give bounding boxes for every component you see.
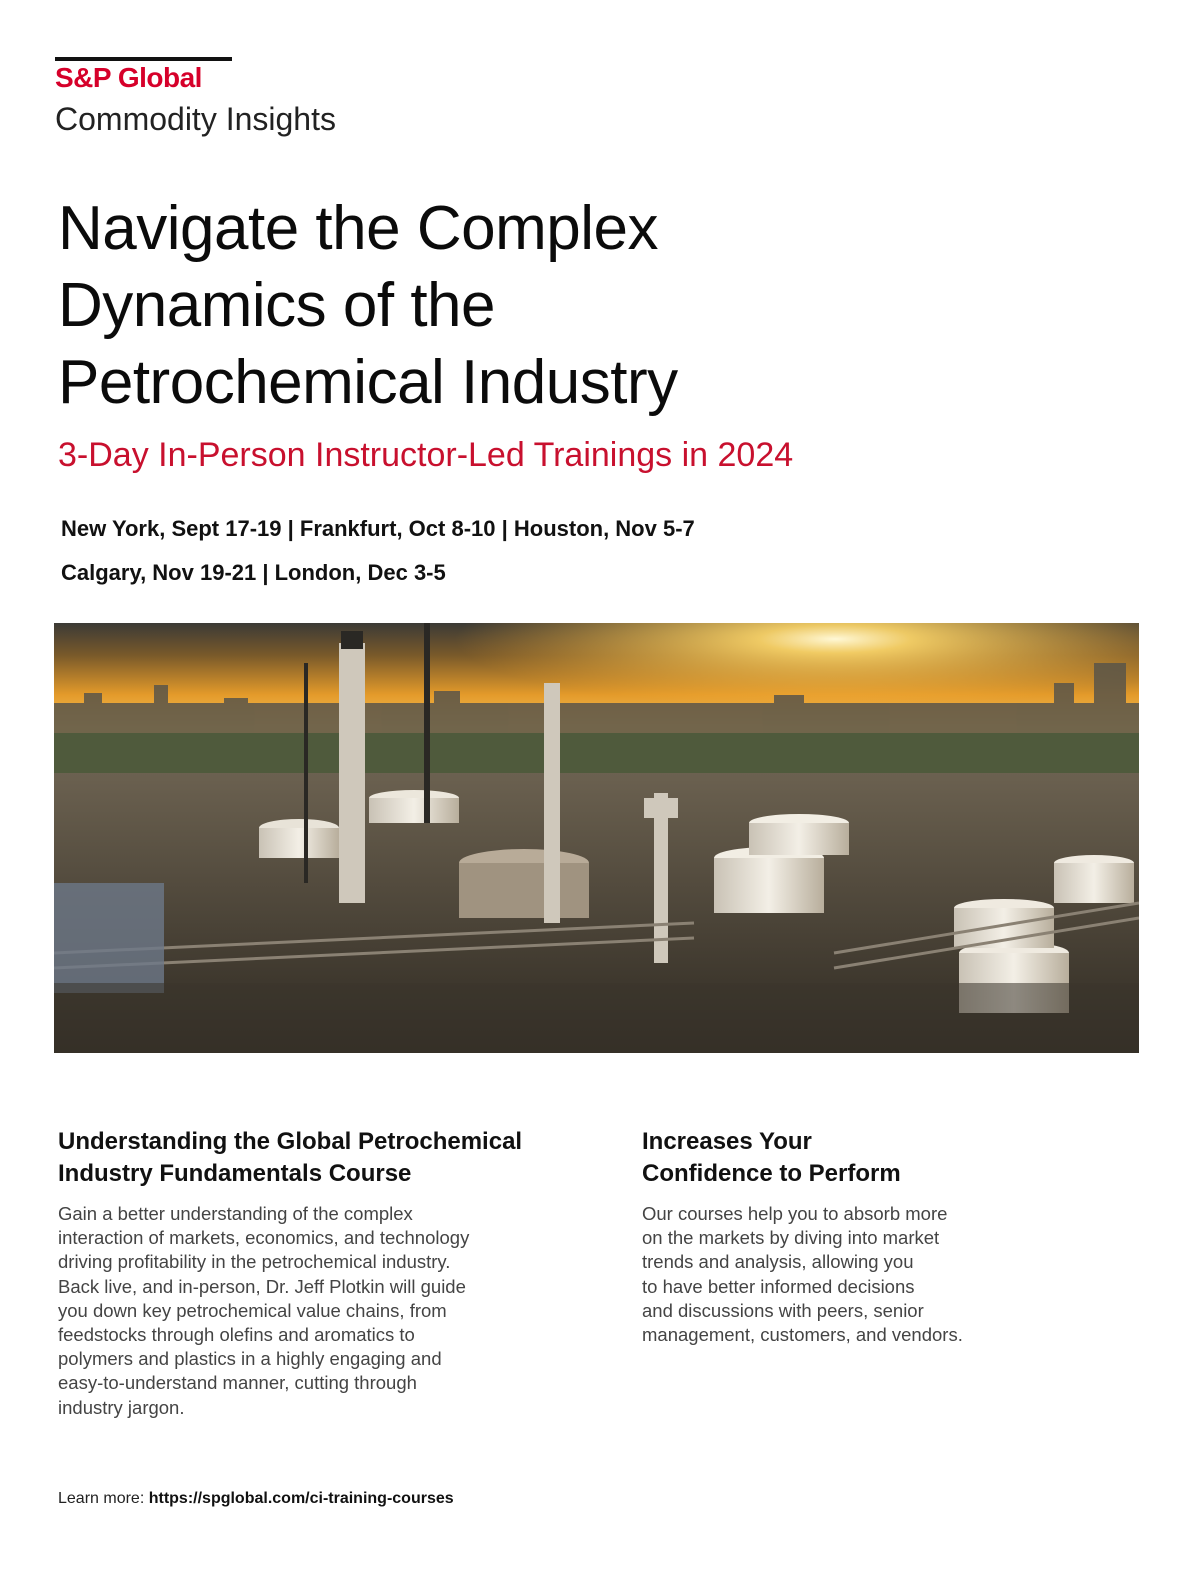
refinery-sunset-photo-icon <box>54 623 1139 1053</box>
logo-rule <box>55 57 232 61</box>
dates-line-1: New York, Sept 17-19 | Frankfurt, Oct 8-10 | Houston, Nov 5-7 <box>61 516 695 541</box>
course-body-line: Gain a better understanding of the complex <box>58 1203 413 1224</box>
learn-more-label: Learn more: <box>58 1490 149 1507</box>
headline-line: Dynamics of the <box>58 271 496 340</box>
confidence-title-line: Increases Your <box>642 1128 812 1155</box>
logo-division: Commodity Insights <box>55 101 336 137</box>
headline-line: Navigate the Complex <box>58 194 658 263</box>
confidence-body-line: management, customers, and vendors. <box>642 1324 963 1346</box>
logo-brand: S&P Global <box>55 62 202 93</box>
course-body-line: driving profitability in the petrochemical industry. <box>58 1251 451 1273</box>
course-body-line: you down key petrochemical value chains, from <box>58 1299 447 1321</box>
confidence-body-line: on the markets by diving into market <box>642 1227 940 1249</box>
confidence-section <box>642 1126 1062 1347</box>
dates-line-2: Calgary, Nov 19-21 | London, Dec 3-5 <box>61 560 446 585</box>
confidence-body-line: Our courses help you to absorb more <box>642 1203 948 1224</box>
confidence-title-line: Confidence to Perform <box>642 1160 901 1187</box>
course-description <box>58 1202 598 1420</box>
learn-more <box>58 1490 454 1508</box>
confidence-description <box>642 1202 1062 1347</box>
learn-more-link[interactable]: https://spglobal.com/ci-training-courses <box>148 1490 454 1507</box>
course-title-line: Understanding the Global Petrochemical <box>58 1128 523 1155</box>
hero-image <box>54 623 1139 1053</box>
confidence-body-line: trends and analysis, allowing you <box>642 1251 914 1273</box>
course-body-line: Back live, and in-person, Dr. Jeff Plotkin will guide <box>58 1275 466 1297</box>
course-body-line: industry jargon. <box>58 1396 185 1418</box>
confidence-title <box>642 1126 1062 1190</box>
subheadline: 3-Day In-Person Instructor-Led Trainings in 2024 <box>58 436 794 474</box>
course-body-line: easy-to-understand manner, cutting through <box>58 1372 417 1394</box>
page-title <box>58 190 1058 421</box>
course-body-line: polymers and plastics in a highly engaging and <box>58 1348 442 1370</box>
confidence-body-line: to have better informed decisions <box>642 1275 915 1297</box>
course-title <box>58 1126 598 1190</box>
confidence-body-line: and discussions with peers, senior <box>642 1299 924 1321</box>
course-body-line: feedstocks through olefins and aromatics to <box>58 1324 415 1346</box>
course-section <box>58 1126 598 1420</box>
course-body-line: interaction of markets, economics, and technology <box>58 1227 470 1249</box>
headline-line: Petrochemical Industry <box>58 348 678 417</box>
course-title-line: Industry Fundamentals Course <box>58 1160 412 1187</box>
